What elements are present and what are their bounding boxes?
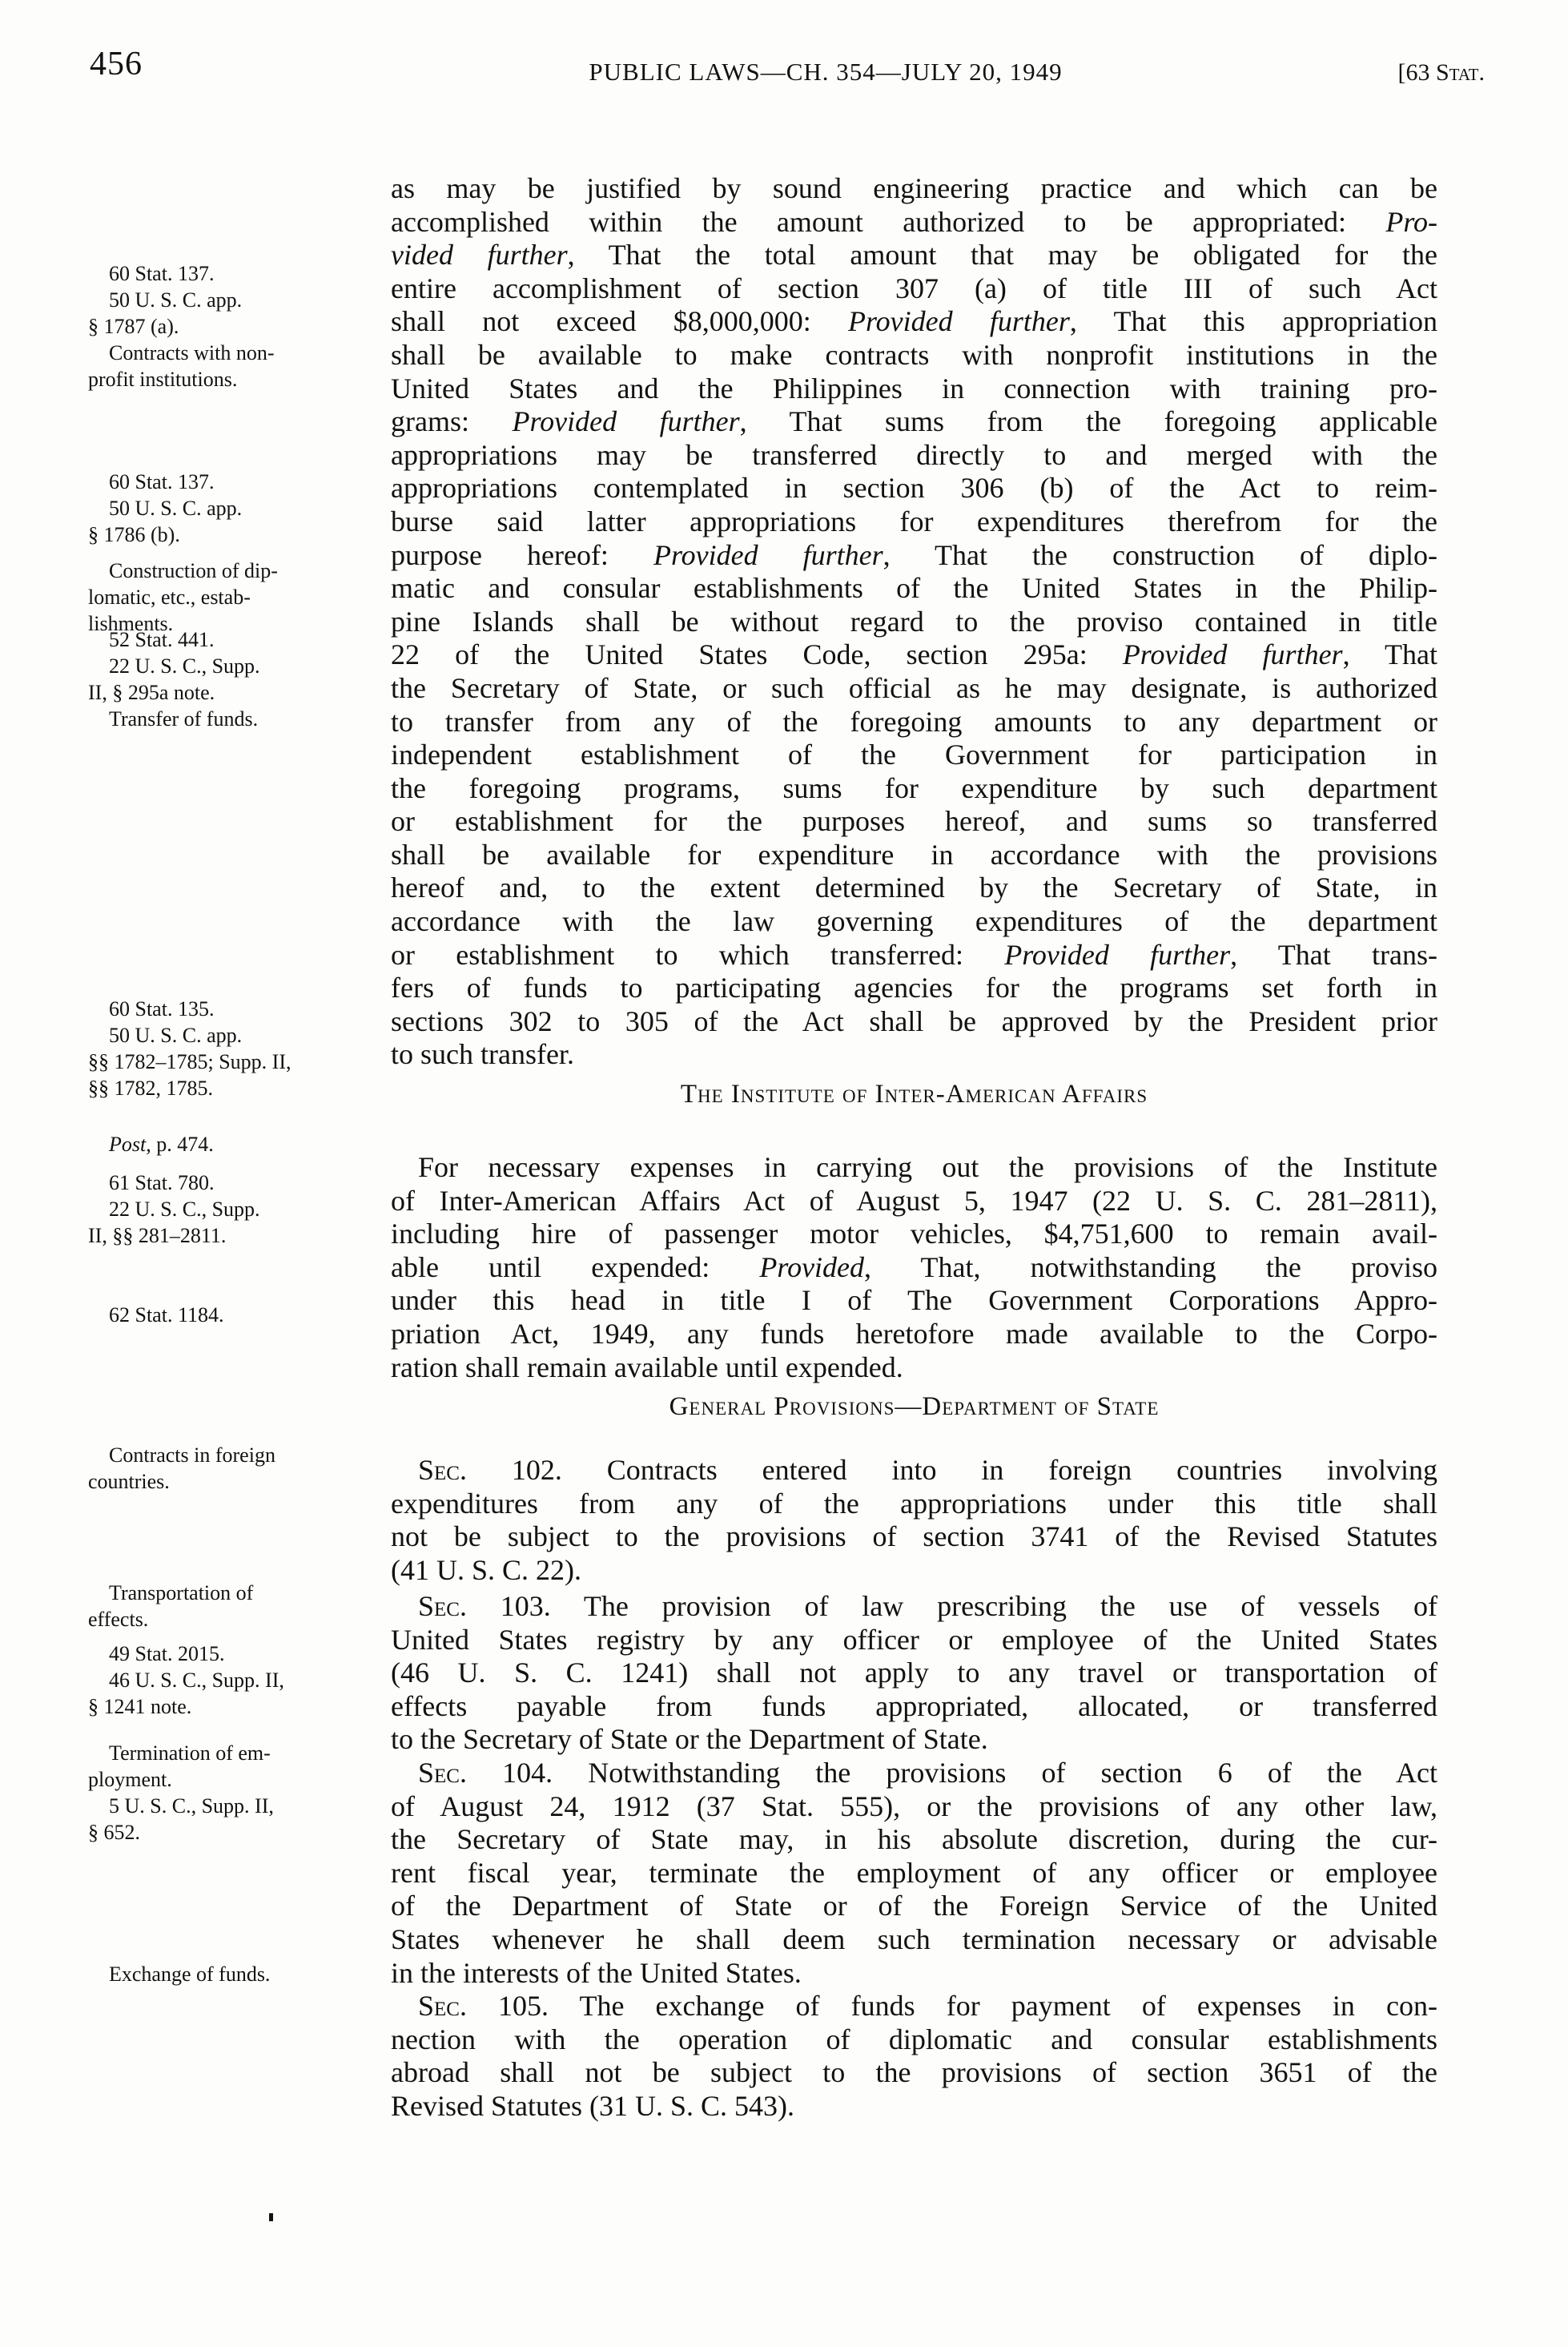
body-line	[391, 1657, 1437, 1690]
small-caps-run: Sec.	[418, 1990, 467, 2022]
margin-note-line: 22 U. S. C., Supp.	[109, 1198, 260, 1221]
margin-note-line: 61 Stat. 780.	[109, 1171, 215, 1194]
text-run: the foregoing programs, sums for expenditure by such department	[391, 771, 1437, 804]
body-line	[391, 672, 1437, 706]
body-line	[391, 1488, 1437, 1521]
text-run: of Inter-American Affairs Act of August 5, 1947 (22 U. S. C. 281–2811),	[391, 1184, 1437, 1217]
text-run: or establishment to which transferred:	[391, 938, 1005, 971]
body-paragraph	[391, 1454, 1437, 1587]
body-line	[391, 1590, 1437, 1624]
text-run: accomplished within the amount authorized to be appropriated:	[391, 205, 1386, 238]
margin-note-line: 62 Stat. 1184.	[109, 1303, 224, 1326]
margin-note	[88, 1302, 402, 1328]
body-paragraph	[391, 1151, 1437, 1384]
body-line	[391, 1218, 1437, 1251]
margin-note-line: 46 U. S. C., Supp. II,	[109, 1669, 284, 1692]
small-caps-run: Sec.	[418, 1757, 467, 1789]
margin-note-line: countries.	[88, 1470, 170, 1493]
statute-volume-ref: [63 Stat.	[1397, 59, 1485, 86]
text-run: 104. Notwithstanding the provisions of section 6 of the Act	[466, 1757, 1437, 1789]
body-line	[391, 405, 1437, 439]
margin-note	[88, 1169, 402, 1249]
body-line	[391, 1284, 1437, 1318]
text-run: in the interests of the United States.	[391, 1956, 802, 1989]
margin-note-line: 60 Stat. 137.	[109, 470, 215, 493]
margin-note-line: §§ 1782–1785; Supp. II,	[88, 1050, 291, 1073]
body-line	[391, 305, 1437, 339]
margin-note	[88, 1961, 402, 1987]
body-line	[391, 1554, 1437, 1588]
margin-note	[88, 1640, 402, 1720]
italic-run: Post	[109, 1133, 147, 1156]
italic-run: Provided further	[512, 405, 740, 438]
italic-run: Provided further	[1004, 938, 1231, 971]
text-run: (41 U. S. C. 22).	[391, 1553, 582, 1586]
text-run: matic and consular establishments of the United States in the Philip-	[391, 572, 1437, 605]
text-run: grams:	[391, 405, 513, 438]
text-run: to the Secretary of State or the Department of State.	[391, 1723, 988, 1756]
margin-note-line: § 1786 (b).	[88, 523, 180, 546]
text-run: 103. The provision of law prescribing the use of vessels of	[466, 1590, 1437, 1622]
margin-note-line: Termination of em-	[109, 1741, 271, 1765]
text-run: nection with the operation of diplomatic and consular establishments	[391, 2023, 1437, 2055]
section-heading: General Provisions—Department of State	[669, 1392, 1160, 1421]
body-line	[391, 1757, 1437, 1790]
text-run: of August 24, 1912 (37 Stat. 555), or the provisions of any other law,	[391, 1789, 1437, 1822]
body-line	[391, 1790, 1437, 1824]
margin-note-line: Transfer of funds.	[109, 707, 259, 731]
body-line	[391, 439, 1437, 473]
text-run: , That sums from the foregoing applicable	[739, 405, 1438, 438]
text-run: United States and the Philippines in connection with training pro-	[391, 372, 1437, 405]
margin-note-line: 49 Stat. 2015.	[109, 1642, 225, 1665]
small-caps-run: Sec.	[418, 1590, 467, 1622]
text-run: independent establishment of the Government for participation in	[391, 739, 1437, 771]
text-run: Revised Statutes (31 U. S. C. 543).	[391, 2089, 794, 2122]
section-heading: The Institute of Inter-American Affairs	[680, 1080, 1148, 1109]
italic-run: Pro-	[1385, 205, 1437, 238]
text-run: 105. The exchange of funds for payment of expenses in con-	[466, 1990, 1437, 2022]
body-line	[391, 206, 1437, 240]
text-run: , That trans-	[1230, 938, 1437, 971]
body-line	[391, 1723, 1437, 1757]
text-run: the Secretary of State may, in his absolute discretion, during the cur-	[391, 1823, 1437, 1856]
text-run: under this head in title I of The Government Corporations Appro-	[391, 1284, 1437, 1317]
margin-note	[88, 626, 402, 732]
italic-run: Provided	[759, 1250, 865, 1283]
text-run: hereof and, to the extent determined by the Secretary of State, in	[391, 872, 1437, 904]
margin-note-line: effects.	[88, 1608, 149, 1631]
body-line	[391, 339, 1437, 372]
body-line	[391, 772, 1437, 806]
margin-note-line: lomatic, etc., estab-	[88, 586, 251, 609]
body-line	[391, 172, 1437, 206]
text-run: sections 302 to 305 of the Act shall be approved by the President prior	[391, 1004, 1437, 1037]
body-paragraph	[391, 1757, 1437, 1990]
margin-note-line: Post, p. 474.	[109, 1133, 214, 1156]
margin-note-line: profit institutions.	[88, 368, 238, 391]
body-line	[391, 472, 1437, 505]
body-line	[391, 1151, 1437, 1185]
text-run: appropriations may be transferred directly to and merged with the	[391, 438, 1437, 471]
text-run: of the Department of State or of the Foreign Service of the United	[391, 1890, 1437, 1922]
body-line	[391, 1005, 1437, 1039]
margin-note-line: ployment.	[88, 1768, 172, 1791]
margin-note	[88, 260, 402, 393]
body-line	[391, 1624, 1437, 1657]
body-line	[391, 2023, 1437, 2057]
margin-note-line: Transportation of	[109, 1581, 254, 1604]
italic-run: Provided further	[1122, 638, 1343, 671]
text-run: or establishment for the purposes hereof, and sums so transferred	[391, 805, 1437, 838]
body-line	[391, 1520, 1437, 1554]
text-run: the Secretary of State, or such official as he may designate, is authorized	[391, 671, 1437, 704]
body-line	[391, 1038, 1437, 1072]
body-line	[391, 739, 1437, 772]
text-run: shall not exceed $8,000,000:	[391, 305, 848, 338]
body-line	[391, 1251, 1437, 1285]
body-line	[391, 839, 1437, 872]
text-run: , That	[1342, 638, 1437, 671]
body-line	[391, 939, 1437, 972]
body-line	[391, 805, 1437, 839]
text-run: , That this appropriation	[1069, 305, 1437, 338]
body-line	[391, 1318, 1437, 1351]
margin-note-line: 50 U. S. C. app.	[109, 1024, 243, 1047]
text-run: not be subject to the provisions of section 3741 of the Revised Statutes	[391, 1520, 1437, 1553]
text-run: purpose hereof:	[391, 538, 653, 571]
body-line	[391, 1185, 1437, 1218]
margin-note	[88, 469, 402, 637]
body-line	[391, 2090, 1437, 2124]
body-line	[391, 1351, 1437, 1385]
text-run: priation Act, 1949, any funds heretofore made available to the Corpo-	[391, 1317, 1437, 1350]
text-run: 22 of the United States Code, section 295a:	[391, 638, 1123, 671]
body-line	[391, 1690, 1437, 1724]
margin-note	[88, 1740, 402, 1846]
text-run: abroad shall not be subject to the provisions of section 3651 of the	[391, 2056, 1437, 2089]
text-run: ration shall remain available until expended.	[391, 1351, 903, 1383]
body-paragraph	[391, 172, 1437, 1072]
scan-artifact-dot	[269, 2213, 273, 2221]
margin-note-line: § 652.	[88, 1821, 140, 1844]
margin-note-line: § 1241 note.	[88, 1695, 192, 1718]
text-run: States whenever he shall deem such termination necessary or advisable	[391, 1922, 1437, 1955]
margin-note-line: Contracts with non-	[109, 341, 275, 364]
margin-note-line: Contracts in foreign	[109, 1443, 275, 1467]
text-run: including hire of passenger motor vehicles, $4,751,600 to remain avail-	[391, 1218, 1437, 1250]
running-head: PUBLIC LAWS—CH. 354—JULY 20, 1949	[589, 58, 1063, 86]
small-caps-run: Sec.	[418, 1454, 467, 1486]
margin-note	[88, 1442, 402, 1495]
body-line	[391, 872, 1437, 905]
body-line	[391, 972, 1437, 1005]
margin-note-line: lishments.	[88, 612, 174, 635]
text-run: expenditures from any of the appropriations under this title shall	[391, 1487, 1437, 1520]
margin-note	[88, 996, 402, 1101]
italic-run: vided further	[391, 239, 568, 272]
text-run: to such transfer.	[391, 1038, 574, 1071]
text-run: to transfer from any of the foregoing amounts to any department or	[391, 705, 1437, 738]
text-run: entire accomplishment of section 307 (a) of title III of such Act	[391, 272, 1437, 304]
body-line	[391, 239, 1437, 272]
margin-note-line: 50 U. S. C. app.	[109, 288, 243, 312]
body-line	[391, 2056, 1437, 2090]
body-line	[391, 372, 1437, 406]
text-run: burse said latter appropriations for expenditures therefrom for the	[391, 505, 1437, 537]
text-run: fers of funds to participating agencies for the programs set forth in	[391, 972, 1437, 1004]
margin-note-line: § 1787 (a).	[88, 315, 179, 338]
body-line	[391, 606, 1437, 639]
text-run: shall be available to make contracts with nonprofit institutions in the	[391, 338, 1437, 371]
margin-note-line: 5 U. S. C., Supp. II,	[109, 1794, 274, 1818]
body-line	[391, 1990, 1437, 2023]
margin-note-line: §§ 1782, 1785.	[88, 1077, 213, 1100]
text-run: accordance with the law governing expenditures of the department	[391, 905, 1437, 938]
body-line	[391, 638, 1437, 672]
margin-note-line: Construction of dip-	[109, 559, 278, 582]
body-line	[391, 505, 1437, 539]
margin-note	[88, 1131, 402, 1157]
body-line	[391, 1923, 1437, 1957]
text-run: United States registry by any officer or employee of the United States	[391, 1623, 1437, 1656]
body-line	[391, 706, 1437, 739]
margin-note-line: II, § 295a note.	[88, 681, 215, 704]
italic-run: Provided further	[653, 538, 883, 571]
body-line	[391, 1454, 1437, 1488]
text-run: 102. Contracts entered into in foreign countries involving	[466, 1454, 1437, 1486]
text-run: effects payable from funds appropriated, allocated, or transferred	[391, 1689, 1437, 1722]
body-line	[391, 1890, 1437, 1923]
body-line	[391, 572, 1437, 606]
margin-note-line: 60 Stat. 135.	[109, 997, 215, 1021]
margin-note-line: 50 U. S. C. app.	[109, 497, 243, 520]
text-run: shall be available for expenditure in accordance with the provisions	[391, 838, 1437, 871]
margin-note-line: Exchange of funds.	[109, 1963, 271, 1986]
text-run: pine Islands shall be without regard to the proviso contained in title	[391, 605, 1437, 638]
body-line	[391, 272, 1437, 306]
text-run: For necessary expenses in carrying out the provisions of the Institute	[418, 1151, 1437, 1183]
body-line	[391, 539, 1437, 573]
text-run: able until expended:	[391, 1250, 760, 1283]
margin-note	[88, 1580, 402, 1632]
body-line	[391, 1823, 1437, 1857]
page-number: 456	[90, 46, 143, 83]
body-paragraph	[391, 1990, 1437, 2123]
text-run: as may be justified by sound engineering practice and which can be	[391, 172, 1437, 204]
margin-note-line: 52 Stat. 441.	[109, 628, 215, 651]
text-run: (46 U. S. C. 1241) shall not apply to any travel or transportation of	[391, 1657, 1437, 1689]
body-line	[391, 905, 1437, 939]
margin-note-line: 60 Stat. 137.	[109, 262, 215, 285]
text-run: , That the total amount that may be obligated for the	[567, 239, 1437, 272]
body-line	[391, 1857, 1437, 1890]
body-line	[391, 1957, 1437, 1991]
italic-run: Provided further	[848, 305, 1070, 338]
margin-note-line: 22 U. S. C., Supp.	[109, 654, 260, 678]
text-run: , That the construction of diplo-	[883, 538, 1437, 571]
text-run: appropriations contemplated in section 306 (b) of the Act to reim-	[391, 472, 1437, 505]
margin-note-line: II, §§ 281–2811.	[88, 1224, 227, 1247]
text-run: , That, notwithstanding the proviso	[864, 1250, 1437, 1283]
body-paragraph	[391, 1590, 1437, 1757]
text-run: rent fiscal year, terminate the employment of any officer or employee	[391, 1856, 1437, 1889]
